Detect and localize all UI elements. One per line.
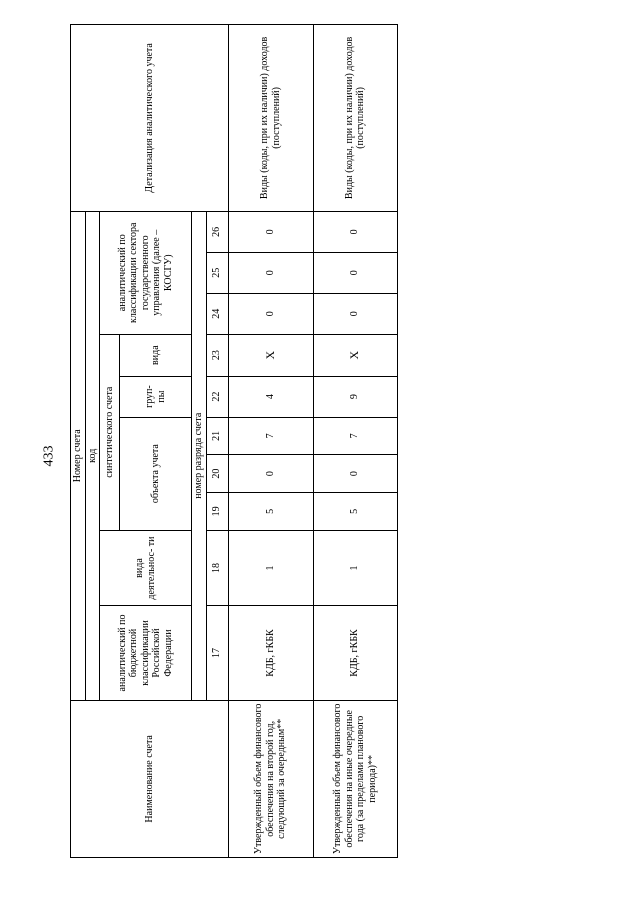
row-detail: Виды (коды, при их наличии) доходов (поступлений) xyxy=(228,25,313,212)
row-cell-20: 0 xyxy=(313,455,397,493)
row-cell-17: КДБ, гКБК xyxy=(313,606,397,700)
column-number: 24 xyxy=(206,293,228,334)
header-analytical-budget: аналитический по бюджетной классификации Российской Федерации xyxy=(100,606,192,700)
header-code: код xyxy=(85,211,100,700)
row-cell-22: 9 xyxy=(313,376,397,417)
row-cell-25: 0 xyxy=(228,252,313,293)
rotated-table-container xyxy=(70,24,394,858)
header-kind: вида xyxy=(120,334,192,376)
header-analytical-kosgu: аналитический по классификации сектора государственного управления (далее – КОСГУ) xyxy=(100,211,192,334)
header-group: груп- пы xyxy=(120,376,192,417)
header-synthetic-account: синтетического счета xyxy=(100,334,120,530)
column-number: 20 xyxy=(206,455,228,493)
row-cell-22: 4 xyxy=(228,376,313,417)
header-object-accounting: объекта учета xyxy=(120,417,192,530)
row-account-name: Утвержденный объем финансового обеспечения на второй год, следующий за очередным** xyxy=(228,700,313,857)
column-number: 23 xyxy=(206,334,228,376)
row-cell-21: 7 xyxy=(228,417,313,455)
page-number: 433 xyxy=(41,445,56,467)
row-cell-24: 0 xyxy=(228,293,313,334)
column-number: 19 xyxy=(206,493,228,531)
row-cell-26: 0 xyxy=(228,211,313,252)
column-number: 18 xyxy=(206,530,228,606)
header-account-name: Наименование счета xyxy=(71,700,229,857)
row-cell-23: X xyxy=(313,334,397,376)
row-cell-24: 0 xyxy=(313,293,397,334)
row-cell-26: 0 xyxy=(313,211,397,252)
table-row xyxy=(313,25,397,858)
row-cell-21: 7 xyxy=(313,417,397,455)
column-number: 21 xyxy=(206,417,228,455)
column-number: 26 xyxy=(206,211,228,252)
column-number: 22 xyxy=(206,376,228,417)
column-number: 17 xyxy=(206,606,228,700)
row-account-name: Утвержденный объем финансового обеспечения на иные очередные года (за пределами планового периода)** xyxy=(313,700,397,857)
table-row xyxy=(228,25,313,858)
row-cell-18: 1 xyxy=(313,530,397,606)
row-cell-17: КДБ, гКБК xyxy=(228,606,313,700)
account-table xyxy=(70,24,398,858)
row-cell-19: 5 xyxy=(313,493,397,531)
row-cell-19: 5 xyxy=(228,493,313,531)
row-cell-25: 0 xyxy=(313,252,397,293)
row-detail: Виды (коды, при их наличии) доходов (поступлений) xyxy=(313,25,397,212)
header-detail: Детализация аналитического учета xyxy=(71,25,229,212)
row-cell-23: X xyxy=(228,334,313,376)
header-account-number: Номер счета xyxy=(71,211,86,700)
column-number: 25 xyxy=(206,252,228,293)
row-cell-18: 1 xyxy=(228,530,313,606)
header-digit-number: номер разряда счета xyxy=(192,211,207,700)
header-activity-type: вида деятельнос- ти xyxy=(100,530,192,606)
row-cell-20: 0 xyxy=(228,455,313,493)
